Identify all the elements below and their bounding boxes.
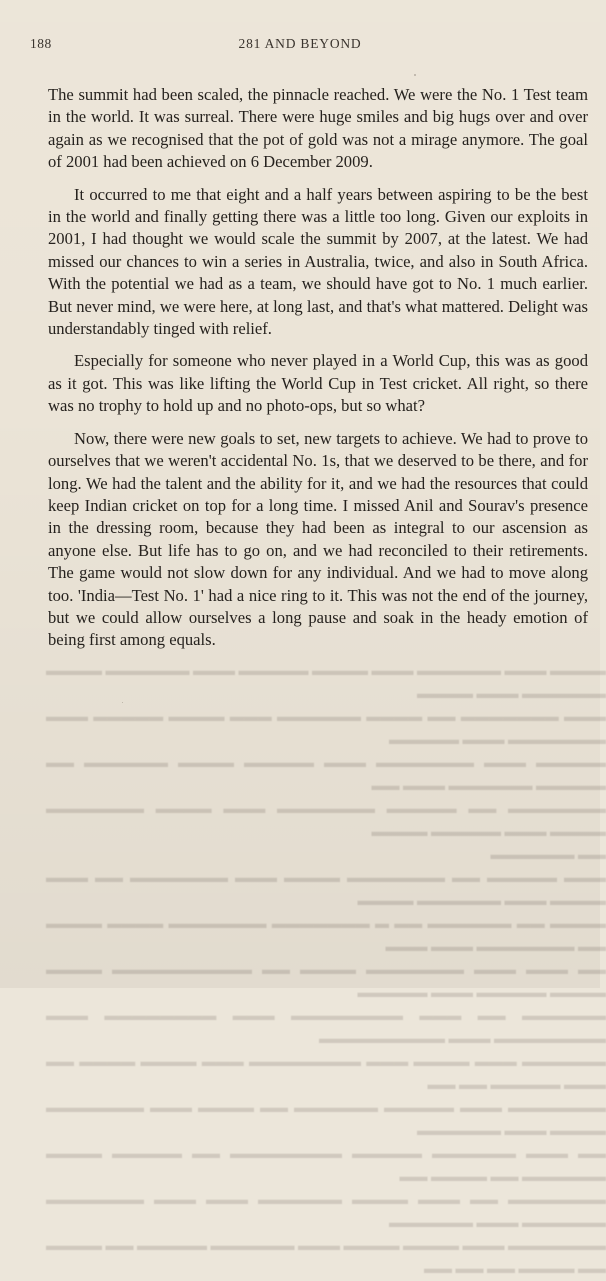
- page-number: 188: [30, 36, 52, 51]
- show-through-texture: ▬▬▬▬ ▬▬▬ ▬▬▬▬▬▬ ▬▬▬ ▬▬▬▬ ▬▬▬▬▬ ▬▬▬ ▬▬▬▬▬▬ ▬▬▬▬ ▬▬▬▬▬▬ ▬▬▬ ▬▬▬▬ ▬▬▬ ▬▬▬▬▬▬▬ ▬▬ ▬▬▬▬ ▬▬▬▬▬▬ ▬▬▬ ▬▬▬▬ ▬▬▬▬▬ ▬▬▬ ▬▬▬▬▬▬▬ ▬▬▬ ▬▬▬▬▬ ▬▬▬▬▬ ▬▬▬ ▬▬▬▬▬▬▬ ▬▬▬ ▬▬▬▬▬ ▬▬▬▬ ▬▬▬▬▬▬ ▬▬ ▬▬▬▬▬ ▬▬▬▬▬▬ ▬▬▬ ▬▬ ▬▬▬▬▬▬▬ ▬▬ ▬▬▬▬▬ ▬▬▬▬▬▬▬ ▬▬▬ ▬▬▬▬ ▬▬▬▬▬▬▬ ▬▬▬▬ ▬▬▬ ▬▬▬▬▬ ▬▬▬▬ ▬▬ ▬▬▬▬▬▬ ▬▬▬ ▬▬▬▬▬ ▬▬ ▬▬▬▬▬▬▬ ▬▬▬▬ ▬▬▬ ▬▬▬▬▬▬▬ ▬▬ ▬▬▬ ▬▬▬▬ ▬▬▬ ▬▬▬▬▬▬ ▬▬▬▬ ▬▬▬▬ ▬▬ ▬▬▬▬▬▬ ▬▬ ▬ ▬▬▬▬▬▬▬ ▬▬▬▬▬▬▬ ▬▬▬▬ ▬▬▬▬ ▬▬ ▬▬▬▬▬▬▬ ▬▬▬ ▬▬▬ ▬▬ ▬▬▬ ▬▬▬ ▬▬▬▬▬▬▬ ▬▬▬▬ ▬▬ ▬▬▬▬▬▬▬▬▬▬ ▬▬▬▬ ▬▬▬▬ ▬▬▬▬▬ ▬▬▬ ▬▬▬▬▬ ▬▬▬▬▬▬ ▬▬ ▬▬▬ ▬▬▬▬▬▬▬▬ ▬▬▬ ▬▬▬▬▬▬▬▬ ▬▬▬ ▬▬▬▬▬▬▬▬ ▬▬▬ ▬▬▬▬▬▬▬▬▬ ▬▬▬▬▬▬ ▬▬▬ ▬▬▬▬ ▬▬▬ ▬▬▬▬▬▬▬▬ ▬▬▬ ▬▬▬▬ ▬▬▬▬ ▬▬ ▬▬▬ ▬▬▬▬▬ ▬▬ ▬▬ ▬▬▬▬▬▬▬ ▬▬▬ ▬▬▬▬▬ ▬▬▬▬▬▬ ▬▬ ▬▬▬▬ ▬▬▬ ▬▬▬▬▬▬▬ ▬▬▬▬ ▬▬▬ ▬▬▬▬▬▬ ▬▬ ▬▬▬ ▬▬▬▬▬▬ ▬▬▬▬▬ ▬▬▬▬▬▬▬▬ ▬▬ ▬▬▬▬▬ ▬▬▬▬ ▬▬▬▬▬▬ ▬▬ ▬▬▬▬ ▬▬ ▬▬▬▬▬▬▬ ▬▬ ▬▬▬ ▬▬▬▬ ▬▬▬▬▬▬ ▬▬▬ ▬▬▬ ▬▬▬▬▬▬▬ ▬▬▬▬▬▬ ▬▬▬ ▬▬▬▬▬▬ ▬▬▬▬▬▬▬ ▬▬▬ ▬▬▬▬ ▬▬▬▬ ▬▬▬ ▬▬▬▬▬▬ ▬▬▬▬▬ ▬▬ ▬▬▬▬ ▬▬ ▬▬▬▬ ▬▬ ▬▬ ▬▬: [46, 664, 606, 1277]
- paragraph: The summit had been scaled, the pinnacle reached. We were the No. 1 Test team in the world. It was surreal. There were huge smiles and big hugs over and over again as we recognised that the pot of gold was not a mirage anymore. The goal of 2001 had been achieved on 6 December 2009.: [48, 85, 588, 172]
- paragraph: Especially for someone who never played in a World Cup, this was as good as it got. This was like lifting the World Cup in Test cricket. All right, so there was no trophy to hold up and no photo-ops, but so what?: [48, 351, 588, 416]
- body-text: [48, 84, 588, 662]
- paragraph: It occurred to me that eight and a half years between aspiring to be the best in the world and finally getting there was a little too long. Given our exploits in 2001, I had thought we would scale the summit by 2007, at the latest. We had missed our chances to win a series in Australia, twice, and also in South Africa. With the potential we had as a team, we should have got to No. 1 much earlier. But never mind, we were here, at long last, and that's what mattered. Delight was understandably tinged with relief.: [48, 184, 588, 339]
- page-header: [0, 36, 600, 56]
- running-head: 281 AND BEYOND: [238, 36, 362, 51]
- paragraph: Now, there were new goals to set, new targets to achieve. We had to prove to ourselves that we weren't accidental No. 1s, that we deserved to be there, and for long. We had the talent and the ability for it, and we had the resources that could keep Indian cricket on top for a long time. I missed Anil and Sourav's presence in the dressing room, because they had been as integral to our ascension as anyone else. But life has to go on, and we had reconciled to their retirements. The game would not slow down for any individual. And we had to move along too. 'India—Test No. 1' had a nice ring to it. This was not the end of the journey, but we could allow ourselves a long pause and soak in the heady emotion of being first among equals.: [48, 428, 588, 650]
- paper-speck: [414, 74, 416, 76]
- paper-speck: [122, 702, 123, 703]
